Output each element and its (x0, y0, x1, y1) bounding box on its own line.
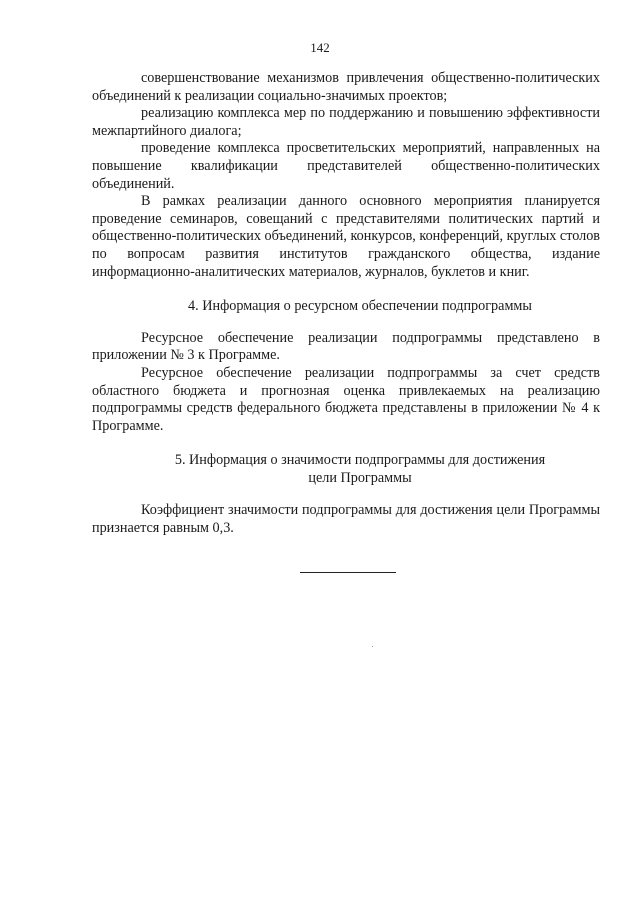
page-number: 142 (310, 40, 330, 55)
document-body (92, 70, 600, 538)
section-4-heading: 4. Информация о ресурсном обеспечении подпрограммы (188, 298, 532, 315)
paragraph-resource-appendix-4: Ресурсное обеспечение реализации подпрограммы за счет средств областного бюджета и прогнозная оценка привлекаемых на реализацию подпрограммы средств федерального бюджета представлены в приложении № 4 к Программе. (92, 364, 600, 434)
paragraph-significance-coefficient: Коэффициент значимости подпрограммы для достижения цели Программы признается равным 0,3. (92, 502, 600, 537)
paragraph-resource-appendix-3: Ресурсное обеспечение реализации подпрограммы представлено в приложении № 3 к Программе. (92, 329, 600, 364)
paragraph-interparty-dialogue: реализацию комплекса мер по поддержанию и повышению эффективности межпартийного диалога; (92, 105, 600, 139)
paragraph-improvement-mechanisms: совершенствование механизмов привлечения общественно-политических объединений к реализации социально-значимых проектов; (92, 70, 600, 104)
section-5-heading-line-1: 5. Информация о значимости подпрограммы для достижения (174, 452, 546, 469)
section-5-heading-line-2: цели Программы (308, 469, 412, 486)
end-of-section-rule (300, 572, 396, 573)
paragraph-educational-events: проведение комплекса просветительских мероприятий, направленных на повышение квалификации представителей общественно-политических объединений. (92, 140, 600, 192)
scan-speck (372, 646, 373, 647)
paragraph-planned-activities: В рамках реализации данного основного мероприятия планируется проведение семинаров, совещаний с представителями политических партий и общественно-политических объединений, конкурсов, конференций, круглых столов по вопросам развития институтов гражданского общества, издание информационно-аналитических материалов, журналов, буклетов и книг. (92, 193, 600, 280)
